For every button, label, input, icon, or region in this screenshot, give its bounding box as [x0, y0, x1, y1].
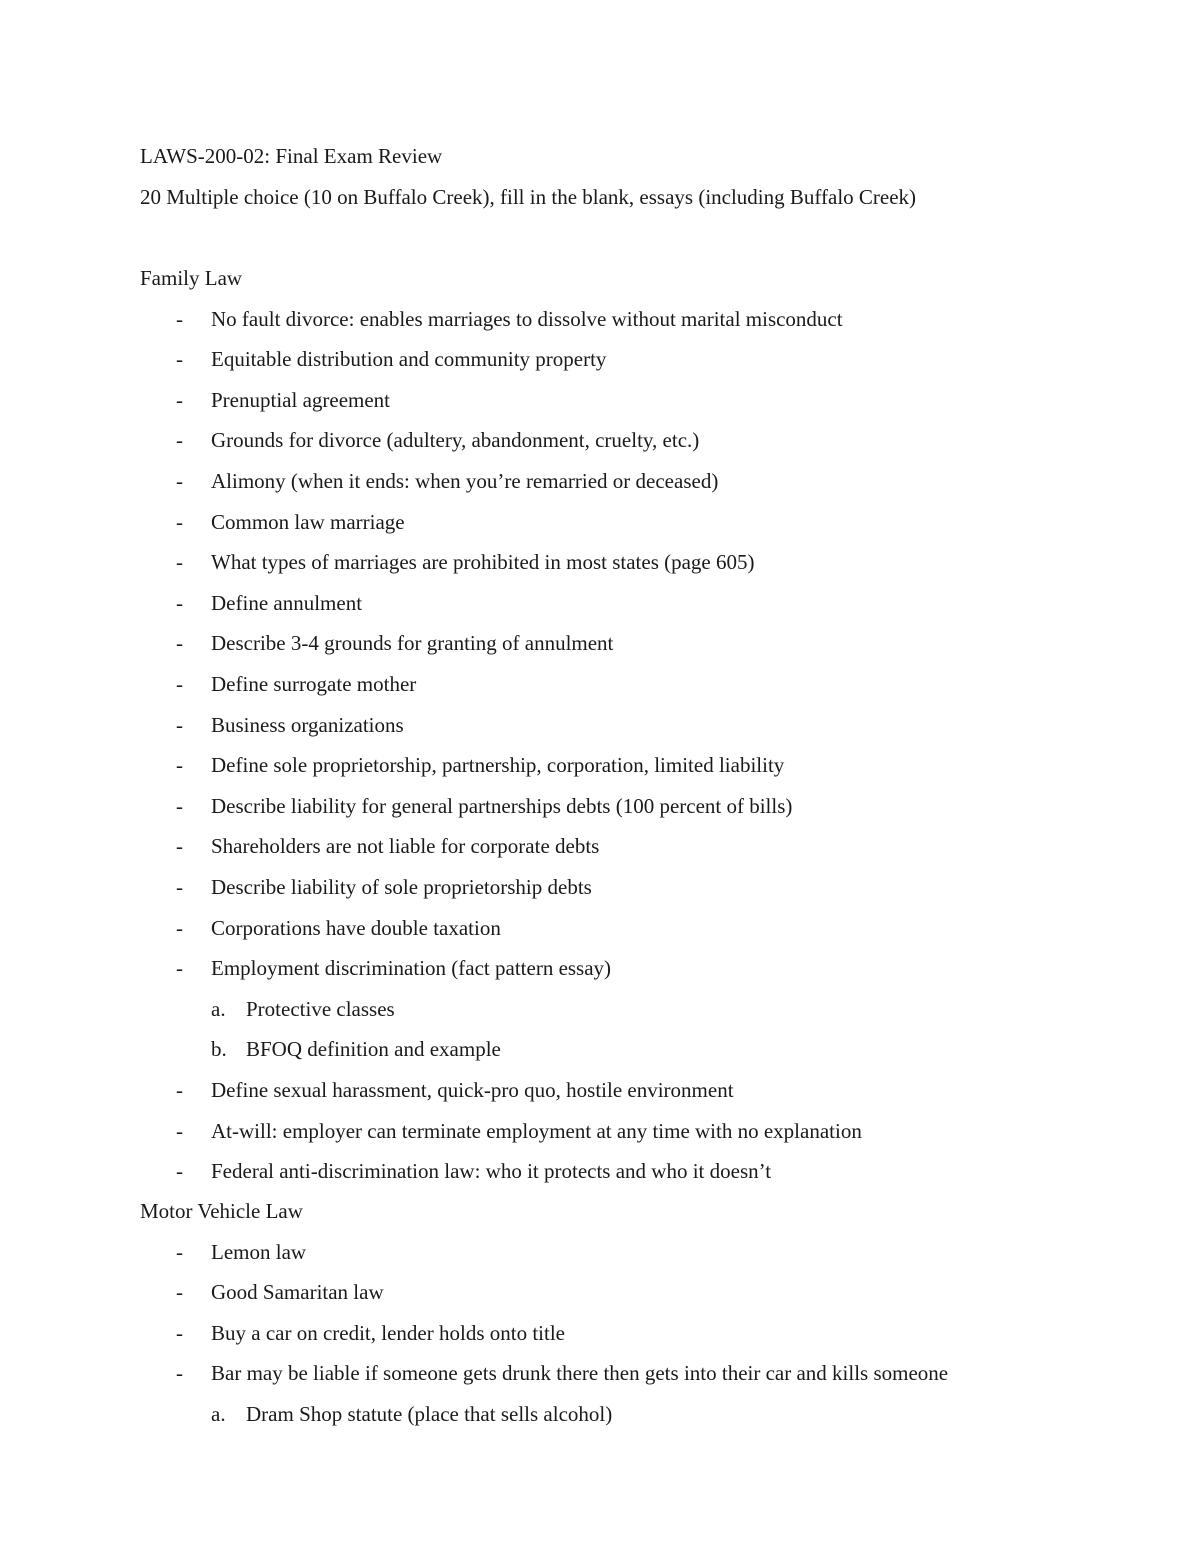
list-item: Define sexual harassment, quick-pro quo, hostile environment [211, 1078, 734, 1102]
document-title: LAWS-200-02: Final Exam Review [140, 144, 443, 168]
list-item: Describe liability of sole proprietorship debts [211, 875, 592, 899]
list-item: Define annulment [211, 591, 363, 615]
list-item: Bar may be liable if someone gets drunk there then gets into their car and kills someone [211, 1361, 949, 1385]
list-item: Equitable distribution and community property [211, 347, 607, 371]
list-item: Business organizations [211, 713, 404, 737]
bullet-dash: - [176, 550, 183, 574]
bullet-dash: - [176, 713, 183, 737]
bullet-dash: - [176, 469, 183, 493]
list-item: Grounds for divorce (adultery, abandonment, cruelty, etc.) [211, 428, 700, 452]
bullet-dash: - [176, 753, 183, 777]
list-item: Employment discrimination (fact pattern essay) [211, 956, 612, 980]
bullet-dash: - [176, 794, 183, 818]
bullet-dash: - [176, 1119, 183, 1143]
bullet-dash: - [176, 1361, 183, 1385]
bullet-dash: - [176, 834, 183, 858]
list-item: Describe liability for general partnerships debts (100 percent of bills) [211, 794, 793, 818]
exam-format-line: 20 Multiple choice (10 on Buffalo Creek), fill in the blank, essays (including Buffalo Creek) [140, 185, 917, 209]
list-item: No fault divorce: enables marriages to dissolve without marital misconduct [211, 307, 843, 331]
list-item: Prenuptial agreement [211, 388, 391, 412]
list-item: Lemon law [211, 1240, 307, 1264]
bullet-dash: - [176, 428, 183, 452]
list-item: Shareholders are not liable for corporate debts [211, 834, 600, 858]
sub-list-item: Protective classes [246, 997, 395, 1021]
section-heading: Family Law [140, 266, 243, 290]
list-item: What types of marriages are prohibited in most states (page 605) [211, 550, 755, 574]
bullet-dash: - [176, 956, 183, 980]
sub-list-item: Dram Shop statute (place that sells alcohol) [246, 1402, 613, 1426]
bullet-dash: - [176, 1280, 183, 1304]
bullet-dash: - [176, 875, 183, 899]
bullet-dash: - [176, 591, 183, 615]
sub-item-marker: a. [211, 1402, 226, 1426]
list-item: Good Samaritan law [211, 1280, 384, 1304]
bullet-dash: - [176, 388, 183, 412]
bullet-dash: - [176, 307, 183, 331]
list-item: Define surrogate mother [211, 672, 417, 696]
list-item: Define sole proprietorship, partnership, corporation, limited liability [211, 753, 785, 777]
list-item: Buy a car on credit, lender holds onto title [211, 1321, 565, 1345]
bullet-dash: - [176, 1321, 183, 1345]
section-heading: Motor Vehicle Law [140, 1199, 303, 1223]
list-item: Describe 3-4 grounds for granting of annulment [211, 631, 614, 655]
bullet-dash: - [176, 1240, 183, 1264]
bullet-dash: - [176, 672, 183, 696]
bullet-dash: - [176, 1159, 183, 1183]
sub-item-marker: b. [211, 1037, 227, 1061]
bullet-dash: - [176, 916, 183, 940]
bullet-dash: - [176, 347, 183, 371]
list-item: Corporations have double taxation [211, 916, 501, 940]
list-item: Common law marriage [211, 510, 405, 534]
sub-item-marker: a. [211, 997, 226, 1021]
bullet-dash: - [176, 631, 183, 655]
list-item: Federal anti-discrimination law: who it protects and who it doesn’t [211, 1159, 772, 1183]
list-item: At-will: employer can terminate employment at any time with no explanation [211, 1119, 862, 1143]
bullet-dash: - [176, 1078, 183, 1102]
bullet-dash: - [176, 510, 183, 534]
list-item: Alimony (when it ends: when you’re remarried or deceased) [211, 469, 719, 493]
sub-list-item: BFOQ definition and example [246, 1037, 501, 1061]
